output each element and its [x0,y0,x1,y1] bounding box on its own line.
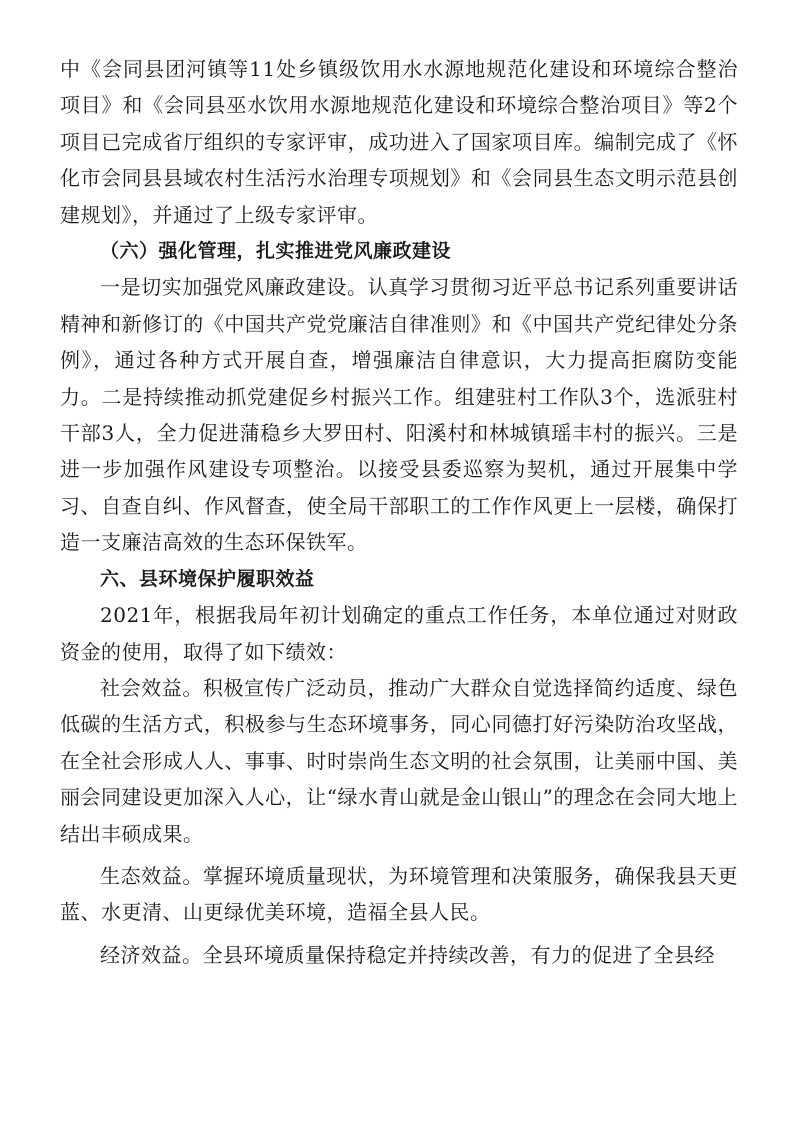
section-heading-performance: 六、县环境保护履职效益 [100,567,315,590]
section-heading-party-conduct: （六）强化管理，扎实推进党风廉政建设 [100,240,452,263]
document-page [60,51,738,973]
paragraph-performance-intro: 2021年，根据我局年初计划确定的重点工作任务，本单位通过对财政资金的使用，取得了如下绩效： [60,603,738,664]
paragraph-party-conduct: 一是切实加强党风廉政建设。认真学习贯彻习近平总书记系列重要讲话精神和新修订的《中国共产党党廉洁自律准则》和《中国共产党纪律处分条例》，通过各种方式开展自查，增强廉洁自律意识，大力提高拒腐防变能力。二是持续推动抓党建促乡村振兴工作。组建驻村工作队3个，选派驻村干部3人，全力促进蒲稳乡大罗田村、阳溪村和林城镇瑶丰村的振兴。三是进一步加强作风建设专项整治。以接受县委巡察为契机，通过开展集中学习、自查自纠、作风督查，使全局干部职工的工作作风更上一层楼，确保打造一支廉洁高效的生态环保铁军。 [60,275,738,555]
paragraph-ecological-benefit: 生态效益。掌握环境质量现状，为环境管理和决策服务，确保我县天更蓝、水更清、山更绿优美环境，造福全县人民。 [60,863,738,925]
paragraph-projects: 中《会同县团河镇等11处乡镇级饮用水水源地规范化建设和环境综合整治项目》和《会同县巫水饮用水源地规范化建设和环境综合整治项目》等2个项目已完成省厅组织的专家评审，成功进入了国家项目库。编制完成了《怀化市会同县县域农村生活污水治理专项规划》和《会同县生态文明示范县创建规划》，并通过了上级专家评审。 [60,57,738,227]
paragraph-social-benefit: 社会效益。积极宣传广泛动员，推动广大群众自觉选择简约适度、绿色低碳的生活方式，积极参与生态环境事务，同心同德打好污染防治攻坚战，在全社会形成人人、事事、时时崇尚生态文明的社会氛围，让美丽中国、美丽会同建设更加深入人心，让“绿水青山就是金山银山”的理念在会同大地上结出丰硕成果。 [60,675,738,846]
paragraph-economic-benefit: 经济效益。全县环境质量保持稳定并持续改善，有力的促进了全县经 [100,942,715,967]
